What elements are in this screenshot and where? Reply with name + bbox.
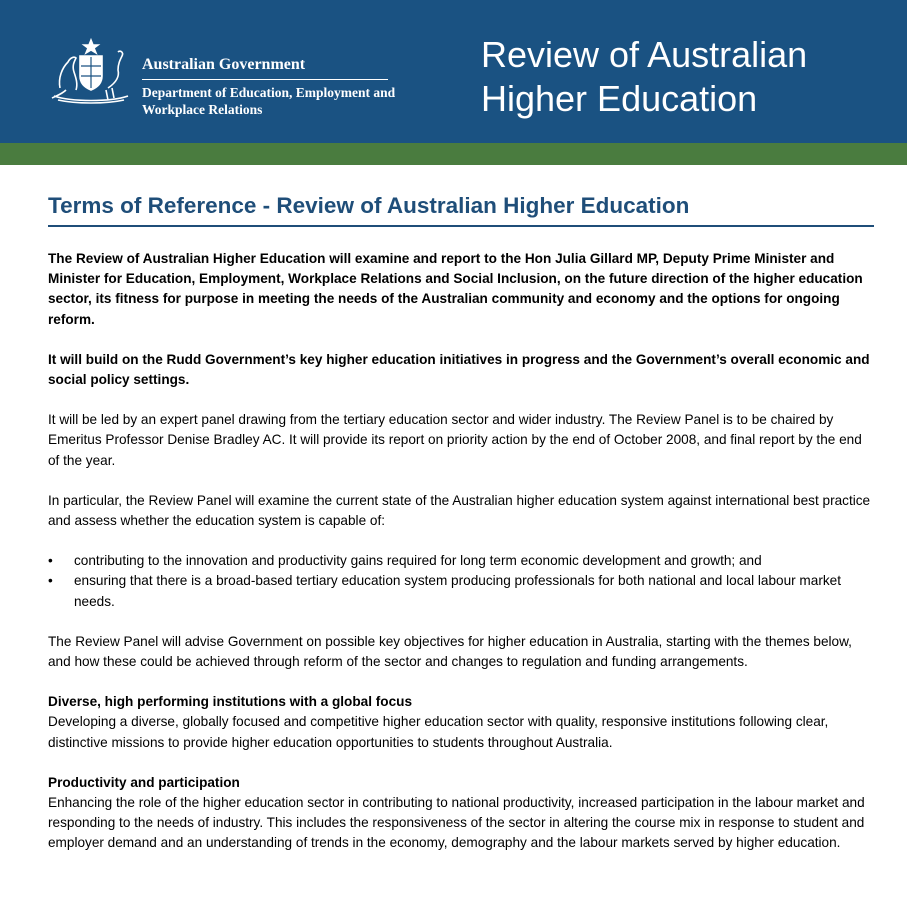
build-paragraph: It will build on the Rudd Government’s key higher education initiatives in progress and the Government’s overall economic and social policy settings. bbox=[48, 351, 870, 388]
section-title: Diverse, high performing institutions with a global focus bbox=[48, 694, 413, 710]
review-title: Review of Australian Higher Education bbox=[481, 34, 808, 119]
intro-paragraph: The Review of Australian Higher Education will examine and report to the Hon Julia Gillard MP, Deputy Prime Minister and Minister for Education, Employment, Workplace Relations and Social Inclusion, on the future direction of the higher education sector, its fitness for purpose in meeting the needs of the Australian community and economy and the options for ongoing reform. bbox=[48, 251, 863, 327]
department-name: Department of Education, Employment and Workplace Relations bbox=[142, 85, 396, 117]
list-item: • contributing to the innovation and productivity gains required for long term economic development and growth; and bbox=[48, 551, 874, 571]
section-body: Enhancing the role of the higher education sector in contributing to national productivity, increased participation in the labour market and responding to the needs of industry. This includes the responsiveness of the sector in altering the course mix in response to student and employer demand and an understanding of trends in the economy, demography and the labour markets served by higher education. bbox=[48, 795, 865, 851]
particular-paragraph: In particular, the Review Panel will examine the current state of the Australian higher education system against international best practice and assess whether the education system is capable of: bbox=[48, 492, 871, 529]
section-title: Productivity and participation bbox=[48, 774, 240, 790]
advise-paragraph: The Review Panel will advise Government on possible key objectives for higher education in Australia, starting with the themes below, and how these could be achieved through reform of the sector and changes to regulation and funding arrangements. bbox=[48, 633, 852, 670]
bullet-icon: • bbox=[48, 573, 53, 589]
coat-of-arms-icon bbox=[48, 38, 134, 104]
green-band bbox=[0, 143, 907, 165]
capability-list bbox=[48, 551, 874, 612]
section-body: Developing a diverse, globally focused and competitive higher education sector with quality, responsive institutions following clear, distinctive missions to provide higher education opportunities to students throughout Australia. bbox=[48, 714, 829, 750]
list-item: • ensuring that there is a broad-based tertiary education system producing professionals for both national and local labour market needs. bbox=[48, 573, 841, 609]
document-body bbox=[48, 193, 874, 854]
government-divider bbox=[142, 79, 388, 80]
panel-paragraph: It will be led by an expert panel drawing from the tertiary education sector and wider industry. The Review Panel is to be chaired by Emeritus Professor Denise Bradley AC. It will provide its report on priority action by the end of October 2008, and final report by the end of the year. bbox=[48, 412, 862, 468]
government-name: Australian Government bbox=[142, 56, 306, 73]
header-banner bbox=[0, 0, 907, 143]
bullet-icon: • bbox=[48, 553, 53, 569]
document-heading: Terms of Reference - Review of Australian Higher Education bbox=[48, 193, 874, 227]
